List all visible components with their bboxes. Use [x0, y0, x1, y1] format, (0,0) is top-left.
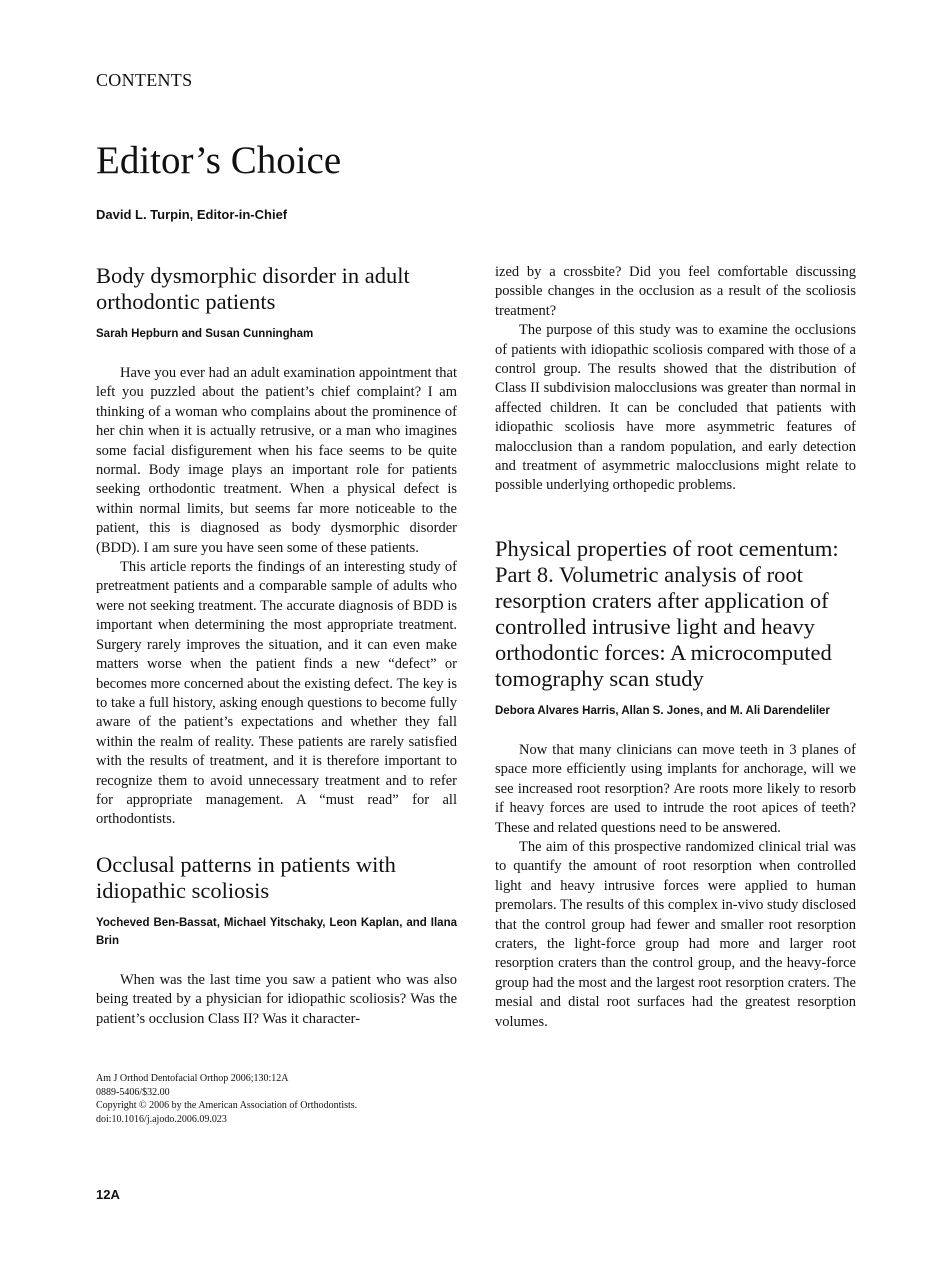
article-paragraph: Now that many clinicians can move teeth in 3 planes of space more efficiently using implants for anchorage, will we see increased root resorption? Are roots more likely to resorb if heavy forces are used to intrude the root apices of teeth? These and related questions need to be answered. — [495, 741, 856, 836]
article-authors: Sarah Hepburn and Susan Cunningham — [96, 328, 314, 340]
article-occlusal-patterns-continued — [495, 263, 856, 496]
article-title[interactable]: Body dysmorphic disorder in adult orthodontic patients — [96, 263, 410, 314]
editor-byline: David L. Turpin, Editor-in-Chief — [96, 207, 288, 222]
footnote — [96, 1072, 457, 1126]
journal-citation: Am J Orthod Dentofacial Orthop 2006;130:12A — [96, 1073, 289, 1084]
issn: 0889-5406/$32.00 — [96, 1086, 170, 1098]
article-paragraph: This article reports the findings of an interesting study of pretreatment patients and a comparable sample of adults who were not seeking treatment. The accurate diagnosis of BDD is important when determining the most appropriate treatment. Surgery rarely improves the situation, and it can even make matters worse when the patient finds a new “defect” or becomes more concerned about the existing defect. The key is to take a full history, asking enough questions to become fully aware of the patient’s expectations and whether they fall within the realm of reality. These patients are rarely satisfied with the results of treatment, and it is therefore important to recognize them to avoid unnecessary treatment and to refer for appropriate management. A “must read” for all orthodontists. — [96, 559, 457, 828]
right-column — [495, 263, 856, 1032]
article-paragraph: The aim of this prospective randomized clinical trial was to quantify the amount of root resorption when controlled light and heavy intrusive forces were applied to human premolars. The results of this complex in-vivo study disclosed that the control group had fewer and smaller root resorption craters, the light-force group had more and larger root resorption craters than the control group, and the heavy-force group had the most and the largest root resorption craters. The mesial and distal root surfaces had the greatest resorption volumes. — [495, 838, 856, 1030]
article-paragraph: Have you ever had an adult examination appointment that left you puzzled about the patient’s chief complaint? I am thinking of a woman who complains about the prominence of her chin when it is actually retrusive, or a man who imagines some facial disfigurement when his face seems to be quite normal. Body image plays an important role for patients seeking orthodontic treatment. When a physical defect is within normal limits, but seems far more noticeable to the patient, this is diagnosed as body dysmorphic disorder (BDD). I am sure you have seen some of these patients. — [96, 365, 457, 556]
section-label: CONTENTS — [96, 70, 193, 90]
copyright-notice: Copyright © 2006 by the American Association of Orthodontists. — [96, 1100, 358, 1112]
article-authors: Debora Alvares Harris, Allan S. Jones, and M. Ali Darendeliler — [495, 704, 830, 717]
article-paragraph: ized by a crossbite? Did you feel comfortable discussing possible changes in the occlusion as a result of the scoliosis treatment? — [495, 264, 856, 319]
page-number: 12A — [96, 1187, 120, 1202]
article-paragraph: The purpose of this study was to examine the occlusions of patients with idiopathic scoliosis compared with those of a control group. The results showed that the distribution of Class II subdivision malocclusions was greater than normal in affected children. It can be concluded that patients with idiopathic scoliosis have more asymmetric features of malocclusion than a random population, and early detection and treatment of asymmetric malocclusions might relate to possible underlying orthopedic problems. — [495, 322, 856, 494]
article-root-cementum — [495, 536, 856, 1032]
article-paragraph: When was the last time you saw a patient who was also being treated by a physician for idiopathic scoliosis? Was the patient’s occlusion Class II? Was it character- — [96, 971, 457, 1027]
article-authors: Yocheved Ben-Bassat, Michael Yitschaky, Leon Kaplan, and Ilana Brin — [96, 916, 457, 947]
article-title[interactable]: Occlusal patterns in patients with idiopathic scoliosis — [96, 851, 396, 903]
left-column — [96, 263, 457, 1029]
article-body-dysmorphic — [96, 263, 457, 830]
doi-link[interactable]: doi:10.1016/j.ajodo.2006.09.023 — [96, 1113, 227, 1125]
page-title: Editor’s Choice — [96, 139, 342, 182]
article-title[interactable]: Physical properties of root cementum: Part 8. Volumetric analysis of root resorption craters after application of controlled intrusive light and heavy orthodontic forces: A microcomputed tomography scan study — [495, 535, 839, 691]
article-occlusal-patterns — [96, 852, 457, 1029]
